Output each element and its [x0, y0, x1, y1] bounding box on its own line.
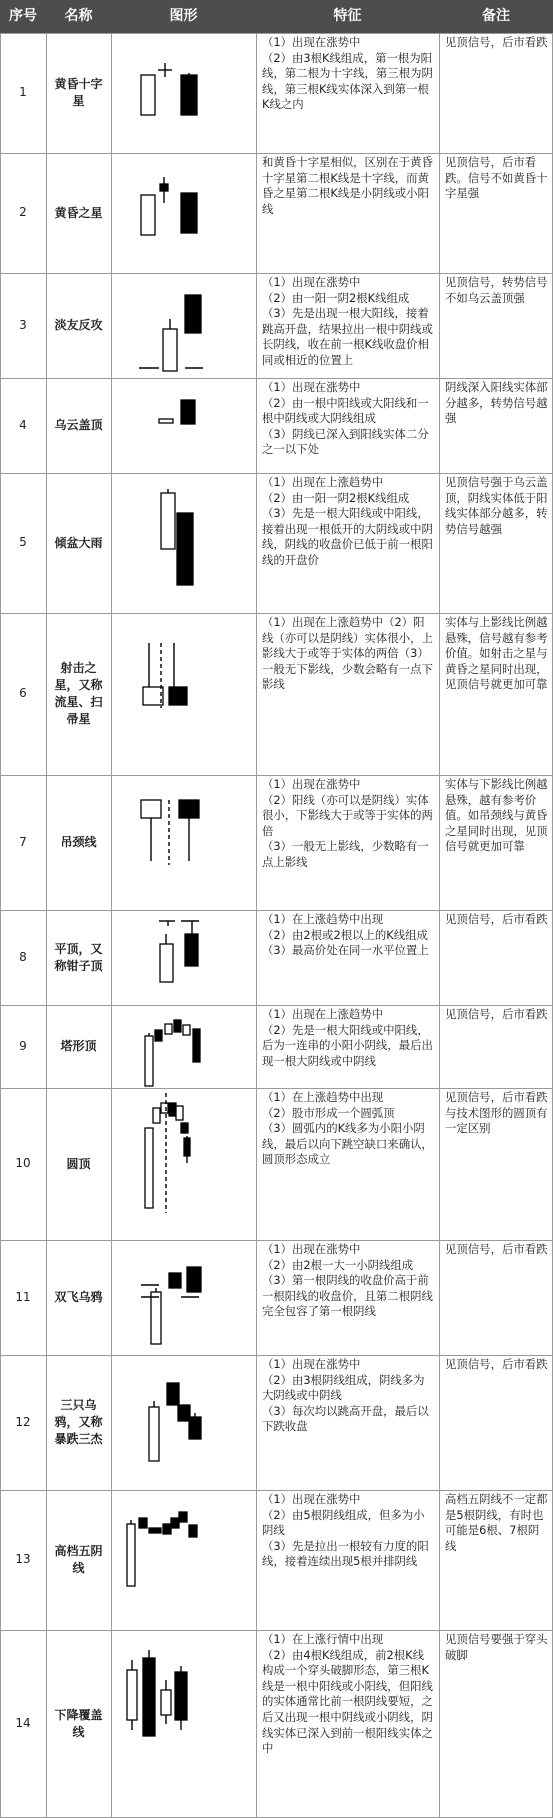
bearish-candle [163, 1524, 171, 1534]
pattern-name: 黄昏十字星 [54, 77, 103, 108]
bearish-candle [177, 513, 193, 585]
bearish-candle [193, 1029, 200, 1062]
bullish-candle [127, 1670, 137, 1720]
pattern-note: 见顶信号，后市看跌与技术图形的圆顶有一定区别 [445, 1090, 548, 1136]
pattern-note: 见顶信号，后市看跌 [445, 1357, 548, 1371]
descending-cover-figure [111, 1630, 256, 1817]
pattern-note: 见顶信号，后市看跌 [445, 1242, 548, 1256]
pattern-name: 双飞乌鸦 [54, 1290, 103, 1304]
bearish-candle [187, 1267, 201, 1292]
table-header [0, 0, 553, 33]
row-number: 13 [15, 1552, 31, 1567]
evening-doji-star-figure [111, 33, 256, 153]
bullish-candle [145, 1036, 153, 1086]
hanging-man-figure [111, 775, 256, 910]
bearish-candle [184, 1138, 190, 1156]
bullish-candle [176, 1106, 183, 1120]
downpour-figure [111, 473, 256, 613]
bearish-candle [155, 1030, 162, 1041]
bullish-candle [141, 75, 155, 115]
row-number: 6 [19, 686, 27, 701]
bullish-candle [183, 1025, 190, 1035]
bullish-candle [160, 944, 173, 982]
pattern-note: 见顶信号强于乌云盖顶，阴线实体低于阳线实体部分越多，转势信号越强 [445, 475, 548, 536]
pattern-name: 平顶，又称钳子顶 [54, 941, 103, 973]
bearish-candle [185, 934, 198, 966]
bearish-candle [189, 1525, 197, 1537]
row-number: 12 [15, 1414, 31, 1429]
bearish-candle [167, 1383, 179, 1405]
bullish-candle [161, 1690, 171, 1715]
pattern-note: 见顶信号，后市看跌 [445, 1007, 548, 1021]
row-number: 9 [19, 1038, 27, 1053]
bullish-candle [143, 687, 163, 705]
bullish-candle [149, 1407, 159, 1461]
bullish-candle [151, 1292, 161, 1344]
dark-cloud-cover-figure [111, 378, 256, 473]
pattern-feature: （1）出现在涨势中 （2）由一根中阳线或大阳线和一根中阴线或大阴线组成 （3）阴线已深入到阳线实体二分之一以下处 [262, 380, 429, 457]
bullish-candle [159, 419, 173, 423]
rounded-top-figure [111, 1088, 256, 1240]
five-bearish-lines-figure [111, 1490, 256, 1630]
pattern-feature: 和黄昏十字星相似，区别在于黄昏十字星第二根K线是十字线，而黄昏之星第二根K线是小阴线或小阳线 [262, 155, 433, 216]
pattern-name: 圆顶 [66, 1156, 91, 1171]
pattern-name: 射击之星，又称流星、扫帚星 [54, 661, 103, 726]
pattern-feature: （1）出现在上涨趋势中（2）阳线（亦可以是阴线）实体很小，上影线大于或等于实体的两倍（3）一般无下影线，少数会略有一点下影线 [262, 615, 433, 692]
bearish-candle [149, 1528, 161, 1533]
bearish-candle [181, 193, 197, 233]
row-number: 4 [19, 417, 27, 432]
bearish-candle [179, 1512, 187, 1522]
row-number: 10 [15, 1156, 31, 1171]
pattern-name: 塔形顶 [60, 1039, 97, 1053]
row-number: 3 [19, 317, 27, 332]
bearish-candle [169, 1103, 176, 1116]
header-figure: 图形 [169, 8, 198, 24]
bearish-candle [175, 1672, 187, 1720]
three-crows-figure [111, 1355, 256, 1490]
pattern-name: 吊颈线 [60, 835, 97, 849]
pattern-note: 见顶信号，后市看跌 [445, 35, 548, 49]
pattern-note: 见顶信号，转势信号不如乌云盖顶强 [445, 275, 548, 305]
bearish-candle [178, 1405, 190, 1421]
pattern-feature: （1）出现在涨势中 （2）由一阳一阴2根K线组成 （3）先是出现一根大阳线，接着跳高开盘，结果拉出一根中阴线或长阴线，收在前一根K线收盘价相同或相近的位置上 [262, 275, 433, 367]
pattern-name: 淡友反攻 [54, 318, 103, 332]
pattern-note: 见顶信号，后市看跌。信号不如黄昏十字星强 [445, 155, 548, 201]
bearish-candle [143, 1658, 155, 1736]
pattern-feature: （1）出现在涨势中 （2）由5根阴线组成，但多为小阴线 （3）先是拉出一根较有力度的阳线，接着连续出现5根并排阴线 [262, 1492, 429, 1569]
row-number: 7 [19, 834, 27, 849]
tower-top-figure [111, 1005, 256, 1088]
pattern-name: 高档五阴线 [54, 1544, 103, 1575]
bearish-candle [185, 295, 201, 333]
bullish-candle [141, 800, 161, 818]
pattern-note: 阴线深入阳线实体部分越多，转势信号越强 [445, 380, 548, 426]
bearish-candle [169, 1273, 181, 1288]
row-number: 1 [19, 85, 27, 100]
bullish-candle [145, 1128, 153, 1208]
bearish-counterattack-figure [111, 273, 256, 378]
evening-star-figure [111, 153, 256, 273]
bullish-candle [153, 1108, 160, 1123]
pattern-feature: （1）出现在涨势中 （2）由3根K线组成，第一根为阳线，第二根为十字线，第三根为阴线，第三根K线实体深入到第一根K线之内 [262, 35, 433, 112]
pattern-name: 倾盆大雨 [54, 535, 103, 550]
shooting-star-figure [111, 613, 256, 775]
bearish-candle [181, 1123, 188, 1133]
row-number: 8 [19, 949, 27, 964]
two-crows-figure [111, 1240, 256, 1355]
pattern-feature: （1）出现在涨势中 （2）阳线（亦可以是阴线）实体很小，下影线大于或等于实体的两倍 （3）一般无上影线，少数略有一点上影线 [262, 777, 433, 869]
flat-top-figure [111, 910, 256, 1005]
pattern-feature: （1）在上涨趋势中出现 （2）股市形成一个圆弧顶 （3）圆弧内的K线多为小阳小阴线，最后以向下跳空缺口来确认，圆顶形态成立 [262, 1090, 433, 1167]
pattern-name: 乌云盖顶 [54, 418, 103, 432]
bullish-candle [141, 195, 155, 235]
bearish-candle [181, 75, 197, 115]
bearish-candle [174, 1020, 181, 1032]
row-number: 11 [15, 1289, 31, 1304]
pattern-feature: （1）出现在上涨趋势中 （2）先是一根大阳线或中阳线，后为一连串的小阳小阴线，最后出现一根大阴线或中阴线 [262, 1007, 433, 1068]
pattern-feature: （1）出现在上涨趋势中 （2）由一阳一阴2根K线组成 （3）先是一根大阳线或中阳线，接着出现一根低开的大阴线或中阴线，阴线的收盘价已低于前一根阳线的开盘价 [262, 475, 433, 567]
row-number: 14 [15, 1715, 31, 1730]
bearish-candle [160, 184, 168, 191]
bearish-candle [179, 800, 199, 818]
header-feature: 特征 [333, 8, 362, 24]
pattern-name: 下降覆盖线 [54, 1707, 103, 1739]
row-number: 2 [19, 205, 27, 220]
bearish-candle [181, 400, 195, 424]
bullish-candle [163, 329, 177, 371]
pattern-note: 见顶信号要强于穿头破脚 [445, 1632, 548, 1662]
pattern-feature: （1）在上涨行情中出现 （2）由4根K线组成，前2根K线构成一个穿头破脚形态，第三根K线是一根中阳线或小阳线，但阳线的实体通常比前一根阴线要短，之后又出现一根中阴线或小阴线，阴线实体已深入到前一根阳线实体之中 [262, 1632, 433, 1756]
bullish-candle [165, 1024, 172, 1034]
bullish-candle [161, 1103, 168, 1113]
pattern-note: 见顶信号，后市看跌 [445, 912, 548, 926]
bearish-candle [169, 687, 187, 705]
row-number: 5 [19, 535, 27, 550]
pattern-note: 实体与下影线比例越悬殊，越有参考价值。如吊颈线与黄昏之星同时出现，见顶信号就更加可靠 [445, 777, 548, 854]
header-note: 备注 [482, 8, 510, 24]
pattern-note: 实体与上影线比例越悬殊，信号越有参考价值。如射击之星与黄昏之星同时出现，见顶信号就更加可靠 [445, 615, 548, 692]
pattern-note: 高档五阴线不一定都是5根阴线，有时也可能是6根、7根阴线 [445, 1492, 548, 1553]
header-name: 名称 [64, 8, 93, 24]
bearish-candle [139, 1518, 147, 1528]
pattern-feature: （1）出现在涨势中 （2）由2根一大一小阴线组成 （3）第一根阴线的收盘价高于前一根阳线的收盘价，且第二根阴线完全包容了第一根阴线 [262, 1242, 433, 1319]
bullish-candle [161, 493, 175, 549]
pattern-feature: （1）在上涨趋势中出现 （2）由2根或2根以上的K线组成 （3）最高价处在同一水平位置上 [262, 912, 429, 958]
bullish-candle [127, 1524, 135, 1586]
pattern-name: 三只乌鸦，又称暴跌三杰 [54, 1398, 103, 1446]
header-no: 序号 [9, 8, 37, 24]
bearish-candle [189, 1417, 201, 1439]
bearish-candle [171, 1518, 179, 1528]
pattern-name: 黄昏之星 [54, 205, 103, 220]
pattern-feature: （1）出现在涨势中 （2）由3根阴线组成，阴线多为大阴线或中阴线 （3）每次均以跳高开盘，最后以下跌收盘 [262, 1357, 429, 1434]
